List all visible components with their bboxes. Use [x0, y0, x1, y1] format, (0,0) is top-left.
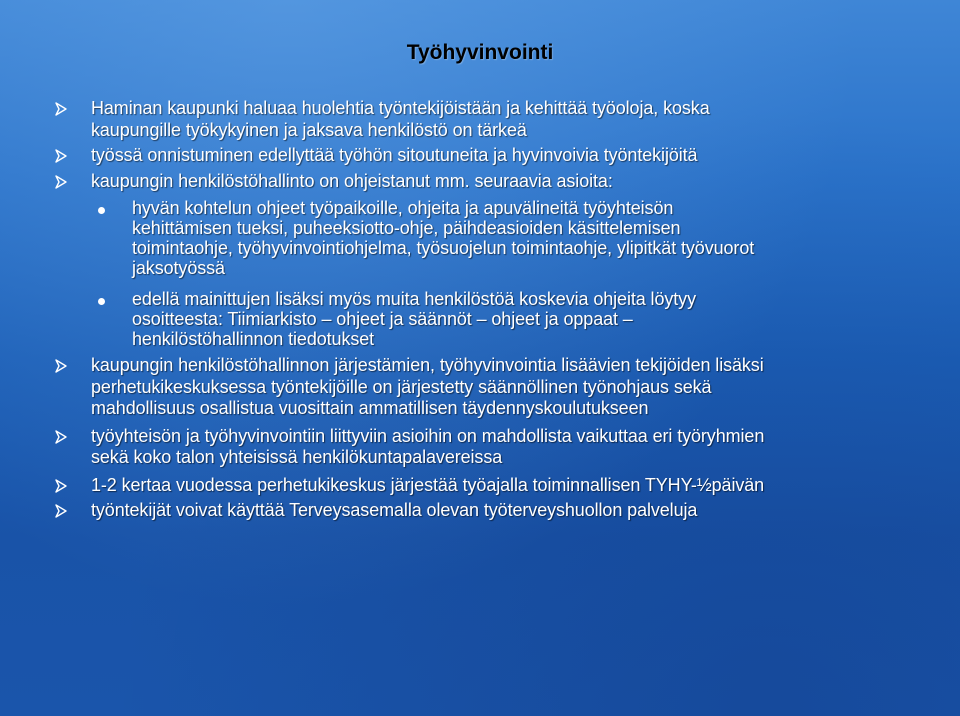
bullet-line: kaupungin henkilöstöhallinnon järjestämien, työhyvinvointia lisäävien tekijöiden lisäksi — [91, 355, 764, 375]
bullet-item — [54, 426, 914, 469]
sub-bullet-line: edellä mainittujen lisäksi myös muita henkilöstöä koskevia ohjeita löytyy — [132, 289, 696, 309]
bullet-item — [54, 355, 914, 420]
sub-bullet-line: toimintaohje, työhyvinvointiohjelma, työsuojelun toimintaohje, ylipitkät työvuorot — [132, 238, 755, 258]
bullet-item — [54, 98, 914, 141]
dot-icon — [98, 207, 105, 214]
bullet-item — [54, 475, 914, 497]
sub-bullet-line: kehittämisen tueksi, puheeksiotto-ohje, päihdeasioiden käsittelemisen — [132, 218, 681, 238]
sub-bullet-line: jaksotyössä — [132, 258, 225, 278]
bullet-line: työssä onnistuminen edellyttää työhön sitoutuneita ja hyvinvoivia työntekijöitä — [91, 145, 698, 165]
chevron-arrow-icon — [54, 175, 68, 189]
bullet-line: Haminan kaupunki haluaa huolehtia työntekijöistään ja kehittää työoloja, koska — [91, 98, 710, 118]
bullet-item — [54, 500, 914, 522]
bullet-line: kaupungin henkilöstöhallinto on ohjeistanut mm. seuraavia asioita: — [91, 170, 613, 191]
dot-icon — [98, 298, 105, 305]
chevron-arrow-icon — [54, 430, 68, 444]
sub-bullet-line: henkilöstöhallinnon tiedotukset — [132, 329, 375, 349]
bullet-item — [54, 171, 914, 193]
sub-bullet-line: osoitteesta: Tiimiarkisto – ohjeet ja säännöt – ohjeet ja oppaat – — [132, 309, 633, 329]
bullet-line: kaupungille työkykyinen ja jaksava henkilöstö on tärkeä — [91, 119, 527, 140]
bullet-item — [54, 145, 914, 167]
sub-bullet-item — [132, 289, 914, 349]
slide-title: Työhyvinvointi — [406, 41, 554, 64]
sub-bullet-item — [132, 198, 914, 278]
slide-content — [54, 98, 914, 522]
chevron-arrow-icon — [54, 149, 68, 163]
chevron-arrow-icon — [54, 102, 68, 116]
bullet-line: mahdollisuus osallistua vuosittain ammatillisen täydennyskoulutukseen — [91, 398, 649, 418]
chevron-arrow-icon — [54, 479, 68, 493]
chevron-arrow-icon — [54, 504, 68, 518]
chevron-arrow-icon — [54, 359, 68, 373]
bullet-line: 1-2 kertaa vuodessa perhetukikeskus järjestää työajalla toiminnallisen TYHY-½päivän — [91, 474, 765, 495]
bullet-line: perhetukikeskuksessa työntekijöille on järjestetty säännöllinen työnohjaus sekä — [91, 376, 712, 397]
bullet-line: työyhteisön ja työhyvinvointiin liittyviin asioihin on mahdollista vaikuttaa eri työryhmien — [91, 425, 765, 446]
sub-bullet-line: hyvän kohtelun ohjeet työpaikoille, ohjeita ja apuvälineitä työyhteisön — [132, 198, 674, 218]
bullet-line: sekä koko talon yhteisissä henkilökuntapalavereissa — [91, 447, 503, 467]
bullet-line: työntekijät voivat käyttää Terveysasemalla olevan työterveyshuollon palveluja — [91, 500, 698, 520]
